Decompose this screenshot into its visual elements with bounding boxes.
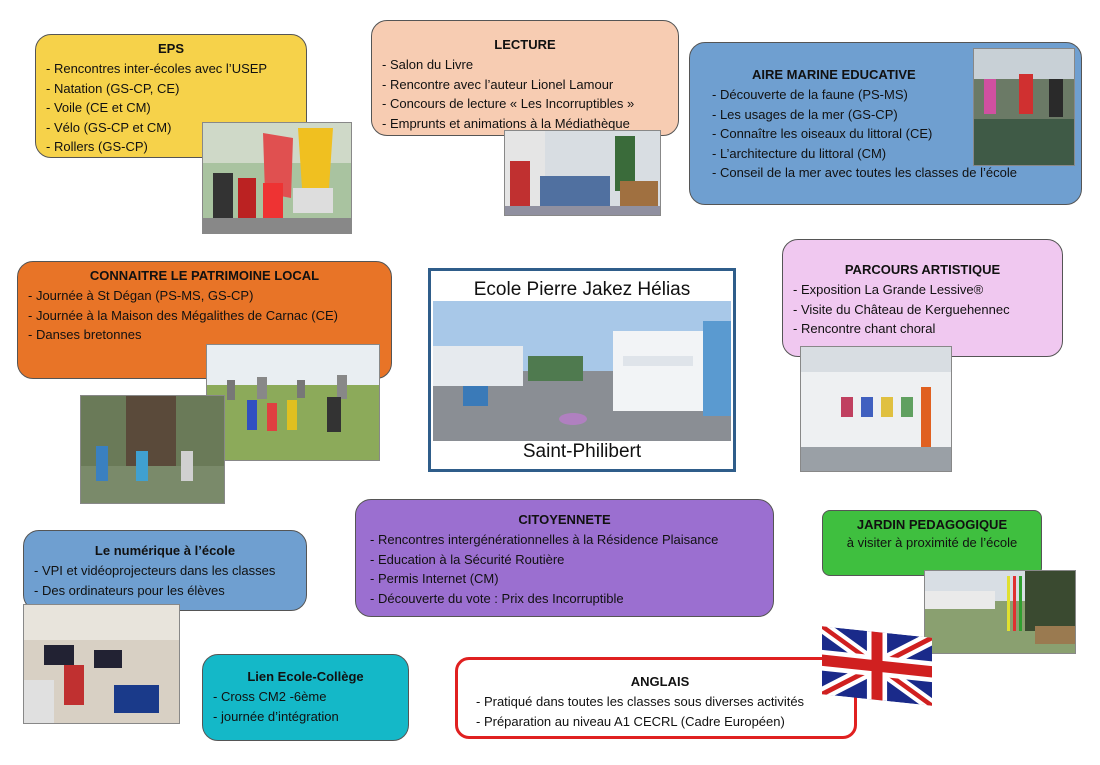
garden-photo <box>924 570 1076 654</box>
list-item: - Concours de lecture « Les Incorruptibles » <box>382 94 668 114</box>
eps-title: EPS <box>157 41 184 56</box>
list-item: - Salon du Livre <box>382 55 668 75</box>
list-item: - Rencontres intergénérationnelles à la Résidence Plaisance <box>370 530 763 550</box>
sailing-photo <box>202 122 352 234</box>
anglais-title: ANGLAIS <box>630 674 690 689</box>
list-item: - Journée à la Maison des Mégalithes de Carnac (CE) <box>28 306 381 326</box>
citoyennete-list <box>366 530 763 608</box>
citoyennete-title: CITOYENNETE <box>518 512 611 527</box>
list-item: - Vélo (GS-CP et CM) <box>46 118 296 138</box>
list-item: - Danses bretonnes <box>28 325 381 345</box>
list-item: - Natation (GS-CP, CE) <box>46 79 296 99</box>
list-item: - Découverte du vote : Prix des Incorruptible <box>370 589 763 609</box>
union-jack-flag-icon <box>822 632 932 700</box>
parcours-list <box>793 280 1052 339</box>
list-item: - Des ordinateurs pour les élèves <box>34 581 296 601</box>
school-town: Saint-Philibert <box>522 441 642 462</box>
list-item: - VPI et vidéoprojecteurs dans les classes <box>34 561 296 581</box>
school-name: Ecole Pierre Jakez Hélias <box>473 279 691 300</box>
lien-box <box>202 654 409 741</box>
jardin-title: JARDIN PEDAGOGIQUE <box>856 517 1008 532</box>
list-item: - Education à la Sécurité Routière <box>370 550 763 570</box>
school-photo <box>433 301 731 441</box>
parcours-title: PARCOURS ARTISTIQUE <box>844 262 1001 277</box>
list-item: - Exposition La Grande Lessive® <box>793 280 1052 300</box>
patrimoine-list <box>28 286 381 345</box>
shore-photo <box>973 48 1075 166</box>
list-item: - Conseil de la mer avec toutes les classes de l’école <box>712 163 1071 183</box>
list-item: - Permis Internet (CM) <box>370 569 763 589</box>
lecture-list <box>382 55 668 133</box>
jardin-box <box>822 510 1042 576</box>
school-title-frame <box>428 268 736 472</box>
anglais-list <box>476 692 844 731</box>
list-item: - Voile (CE et CM) <box>46 98 296 118</box>
list-item: - Emprunts et animations à la Médiathèque <box>382 114 668 134</box>
lien-list <box>213 687 398 726</box>
list-item: - Rencontre chant choral <box>793 319 1052 339</box>
tree-photo <box>80 395 225 504</box>
citoyennete-box <box>355 499 774 617</box>
computers-photo <box>23 604 180 724</box>
list-item: - Les usages de la mer (GS-CP) <box>712 105 1071 125</box>
patrimoine-title: CONNAITRE LE PATRIMOINE LOCAL <box>89 268 320 283</box>
list-item: - Rencontres inter-écoles avec l’USEP <box>46 59 296 79</box>
anglais-box <box>455 657 857 739</box>
list-item: - Connaître les oiseaux du littoral (CE) <box>712 124 1071 144</box>
lecture-box <box>371 20 679 136</box>
numerique-title: Le numérique à l’école <box>94 543 236 558</box>
art-exhibit-photo <box>800 346 952 472</box>
list-item: - Découverte de la faune (PS-MS) <box>712 85 1071 105</box>
list-item: - Cross CM2 -6ème <box>213 687 398 707</box>
jardin-text: à visiter à proximité de l’école <box>846 535 1018 550</box>
list-item: - L’architecture du littoral (CM) <box>712 144 1071 164</box>
list-item: - Visite du Château de Kerguehennec <box>793 300 1052 320</box>
list-item: - Journée à St Dégan (PS-MS, GS-CP) <box>28 286 381 306</box>
reading-photo <box>504 130 661 216</box>
numerique-box <box>23 530 307 611</box>
megaliths-photo <box>206 344 380 461</box>
list-item: - Rencontre avec l’auteur Lionel Lamour <box>382 75 668 95</box>
list-item: - Préparation au niveau A1 CECRL (Cadre Européen) <box>476 712 844 732</box>
list-item: - journée d’intégration <box>213 707 398 727</box>
list-item: - Rollers (GS-CP) <box>46 137 296 157</box>
list-item: - Pratiqué dans toutes les classes sous diverses activités <box>476 692 844 712</box>
parcours-box <box>782 239 1063 357</box>
lecture-title: LECTURE <box>494 37 556 52</box>
numerique-list <box>34 561 296 600</box>
lien-title: Lien Ecole-Collège <box>247 669 364 684</box>
aire-marine-title: AIRE MARINE EDUCATIVE <box>752 67 916 82</box>
